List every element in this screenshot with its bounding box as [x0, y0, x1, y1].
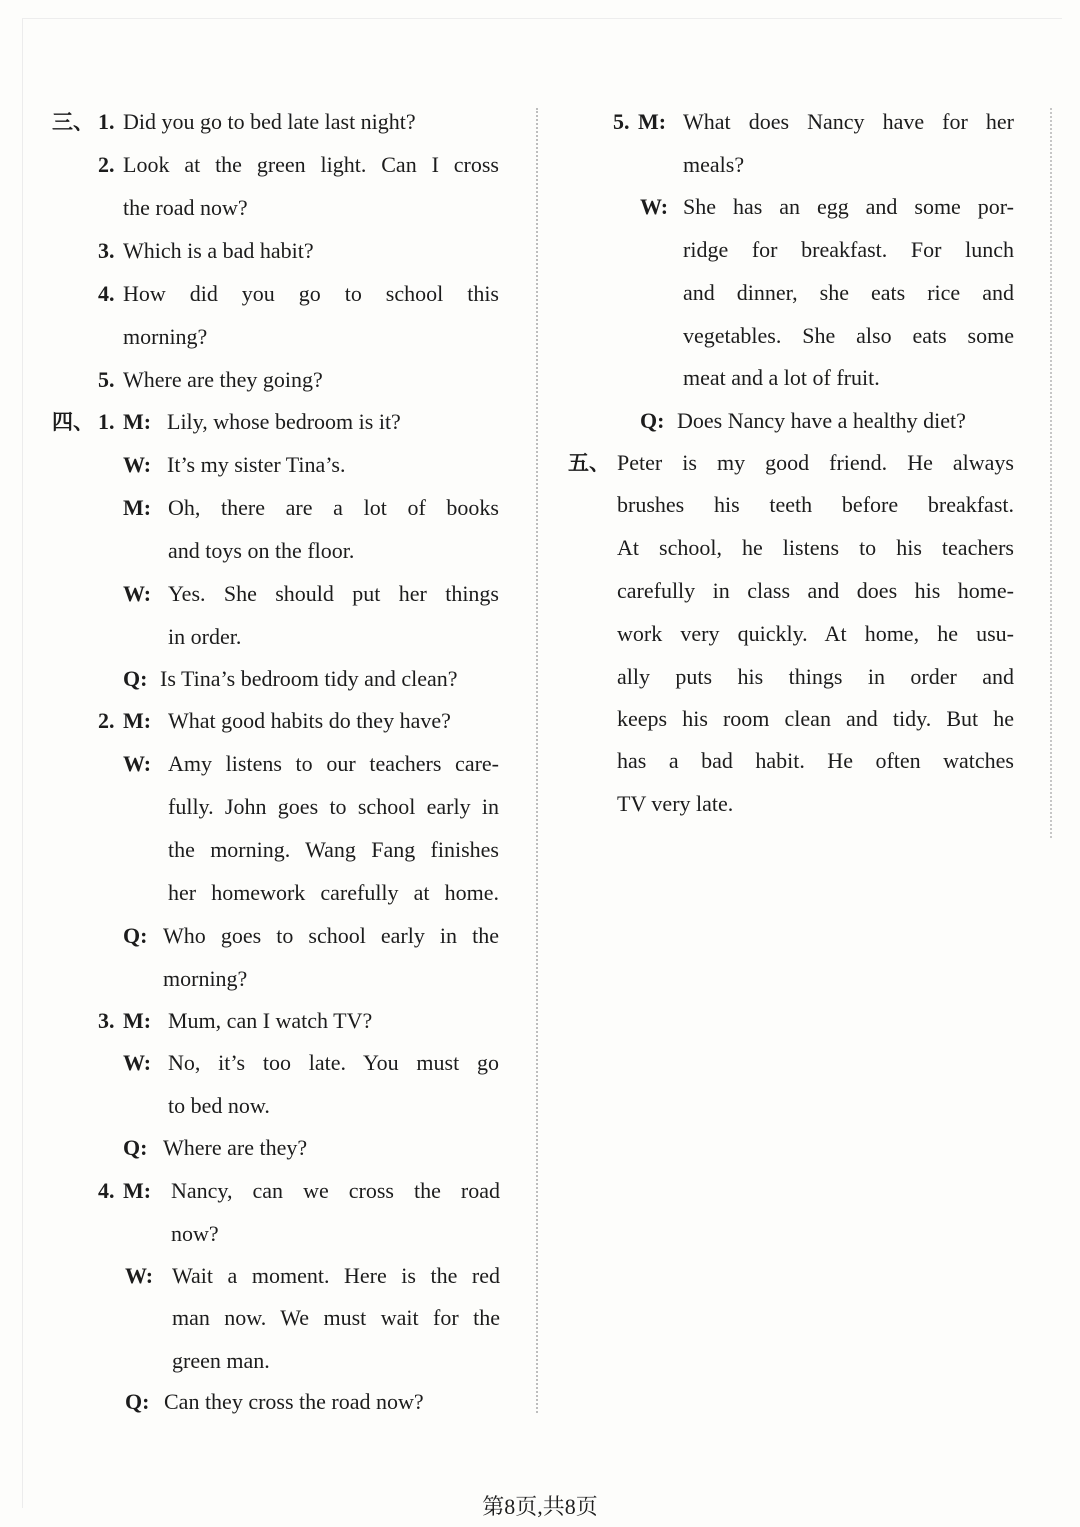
dialog1-question: Is Tina’s bedroom tidy and clean? — [160, 666, 458, 691]
dialog4-w-line1: Wait a moment. Here is the red — [172, 1263, 500, 1288]
scan-edge-top — [22, 18, 1062, 19]
dialog2-w-line3: the morning. Wang Fang finishes — [168, 837, 499, 862]
dialog1-m-line1: Lily, whose bedroom is it? — [167, 409, 401, 434]
column-divider — [536, 108, 538, 1413]
passage-line1: Peter is my good friend. He always — [617, 450, 1014, 475]
dialog5-w-line2: ridge for breakfast. For lunch — [683, 237, 1014, 262]
dialog1-w2-line1: Yes. She should put her things — [168, 581, 499, 606]
dialog4-question: Can they cross the road now? — [164, 1389, 424, 1414]
q3-number: 3. — [98, 238, 115, 263]
dialog3-number: 3. — [98, 1008, 115, 1033]
dialog5-w-line3: and dinner, she eats rice and — [683, 280, 1014, 305]
dialog5-question: Does Nancy have a healthy diet? — [677, 408, 966, 433]
dialog5-speaker-m: M: — [638, 109, 667, 134]
dialog4-w-line2: man now. We must wait for the — [172, 1305, 500, 1330]
section-3-label: 三、 — [52, 110, 94, 134]
dialog5-w-line4: vegetables. She also eats some — [683, 323, 1014, 348]
section-5-label: 五、 — [568, 451, 610, 475]
dialog1-w2-line2: in order. — [168, 624, 242, 649]
q5-number: 5. — [98, 367, 115, 392]
dialog5-number: 5. — [613, 109, 630, 134]
dialog2-question-line2: morning? — [163, 966, 248, 991]
dialog2-number: 2. — [98, 708, 115, 733]
dialog1-speaker-q: Q: — [123, 666, 148, 691]
page-footer: 第8页,共8页 — [482, 1494, 598, 1519]
dialog5-w-line1: She has an egg and some por- — [683, 194, 1014, 219]
dialog2-question-line1: Who goes to school early in the — [163, 923, 499, 948]
dialog3-w-line2: to bed now. — [168, 1093, 270, 1118]
dialog4-m-line2: now? — [171, 1221, 219, 1246]
passage-line3: At school, he listens to his teachers — [617, 535, 1014, 560]
dialog5-m-line2: meals? — [683, 152, 745, 177]
dialog5-w-line5: meat and a lot of fruit. — [683, 365, 880, 390]
dialog1-speaker-w2: W: — [123, 581, 152, 606]
dialog2-w-line2: fully. John goes to school early in — [168, 794, 499, 819]
dialog3-speaker-q: Q: — [123, 1135, 148, 1160]
dialog1-speaker-m: M: — [123, 409, 152, 434]
q5-text: Where are they going? — [123, 367, 323, 392]
dialog3-question: Where are they? — [163, 1135, 308, 1160]
dialog1-m2-line2: and toys on the floor. — [168, 538, 355, 563]
q3-text: Which is a bad habit? — [123, 238, 314, 263]
q1-number: 1. — [98, 109, 115, 134]
dialog2-speaker-q: Q: — [123, 923, 148, 948]
dialog3-speaker-w: W: — [123, 1050, 152, 1075]
dialog2-speaker-m: M: — [123, 708, 152, 733]
dialog1-w-line1: It’s my sister Tina’s. — [167, 452, 346, 477]
passage-line7: keeps his room clean and tidy. But he — [617, 706, 1014, 731]
q4-number: 4. — [98, 281, 115, 306]
dialog3-w-line1: No, it’s too late. You must go — [168, 1050, 499, 1075]
right-margin-rule — [1050, 108, 1052, 838]
dialog4-speaker-m: M: — [123, 1178, 152, 1203]
dialog1-m2-line1: Oh, there are a lot of books — [168, 495, 499, 520]
dialog5-speaker-w: W: — [640, 194, 669, 219]
passage-line5: work very quickly. At home, he usu- — [617, 621, 1014, 646]
dialog5-m-line1: What does Nancy have for her — [683, 109, 1014, 134]
q1-text: Did you go to bed late last night? — [123, 109, 416, 134]
dialog2-speaker-w: W: — [123, 751, 152, 776]
q2-text-line2: the road now? — [123, 195, 248, 220]
dialog4-speaker-q: Q: — [125, 1389, 150, 1414]
q2-text-line1: Look at the green light. Can I cross — [123, 152, 499, 177]
q4-text-line2: morning? — [123, 324, 208, 349]
q2-number: 2. — [98, 152, 115, 177]
scan-edge-left — [22, 18, 23, 1508]
dialog4-m-line1: Nancy, can we cross the road — [171, 1178, 500, 1203]
q4-text-line1: How did you go to school this — [123, 281, 499, 306]
dialog3-m-line: Mum, can I watch TV? — [168, 1008, 373, 1033]
passage-line4: carefully in class and does his home- — [617, 578, 1014, 603]
dialog4-speaker-w: W: — [125, 1263, 154, 1288]
dialog1-number: 1. — [98, 409, 115, 434]
dialog2-w-line4: her homework carefully at home. — [168, 880, 499, 905]
dialog2-w-line1: Amy listens to our teachers care- — [168, 751, 499, 776]
passage-line8: has a bad habit. He often watches — [617, 748, 1014, 773]
passage-line2: brushes his teeth before breakfast. — [617, 492, 1014, 517]
dialog4-number: 4. — [98, 1178, 115, 1203]
passage-line9: TV very late. — [617, 791, 734, 816]
dialog3-speaker-m: M: — [123, 1008, 152, 1033]
dialog1-speaker-w: W: — [123, 452, 152, 477]
dialog5-speaker-q: Q: — [640, 408, 665, 433]
dialog4-w-line3: green man. — [172, 1348, 270, 1373]
section-4-label: 四、 — [52, 410, 94, 434]
dialog2-m-line: What good habits do they have? — [168, 708, 451, 733]
dialog1-speaker-m2: M: — [123, 495, 152, 520]
passage-line6: ally puts his things in order and — [617, 664, 1014, 689]
